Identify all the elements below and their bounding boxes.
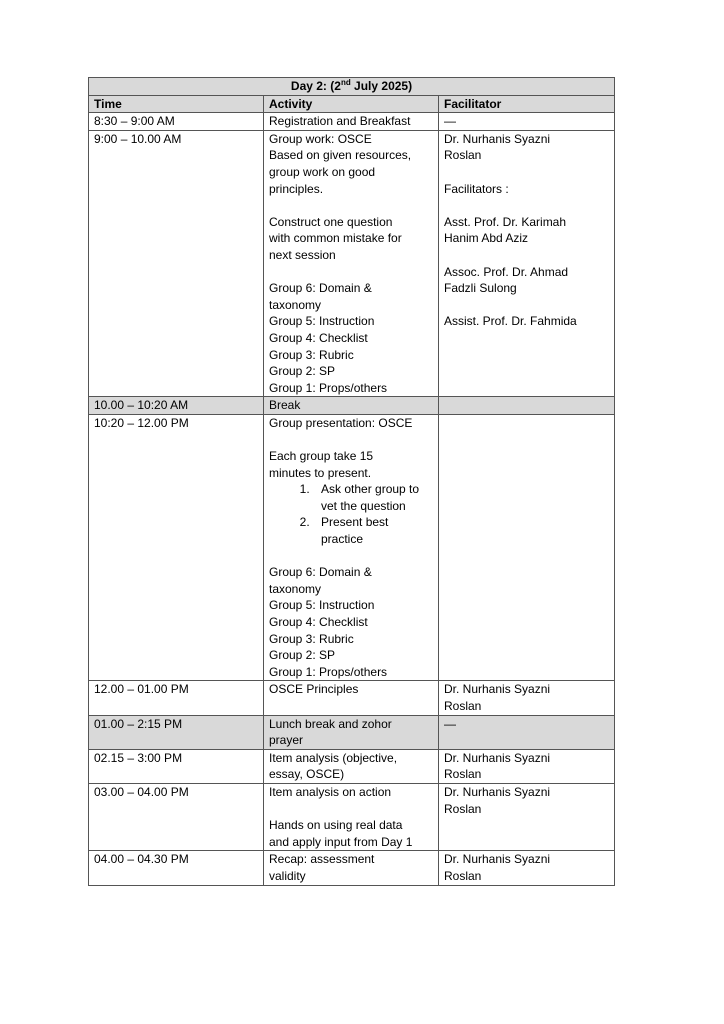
text-line: and apply input from Day 1 [269, 834, 413, 849]
text-line: Group 2: SP [269, 648, 336, 663]
text-line: Roslan [444, 698, 482, 713]
text-line: Lunch break and zohor [269, 716, 392, 731]
header-facilitator: Facilitator [439, 95, 615, 113]
facilitator-cell [439, 749, 615, 783]
text-line: Group 4: Checklist [269, 330, 368, 345]
table-row [89, 851, 615, 885]
table-row [89, 715, 615, 749]
text-line: Roslan [444, 148, 482, 163]
table-row [89, 113, 615, 131]
activity-cell [264, 851, 439, 885]
text-line: Dr. Nurhanis Syazni [444, 131, 551, 146]
line-gap [444, 197, 609, 214]
activity-intro [269, 415, 433, 481]
list-item: 2. Present best practice [313, 514, 433, 547]
facilitator-cell [439, 715, 615, 749]
table-row [89, 397, 615, 415]
title-suffix: July 2025) [350, 79, 413, 93]
text-line: Based on given resources, [269, 148, 412, 163]
activity-cell [264, 130, 439, 397]
text-line: Roslan [444, 801, 482, 816]
header-row [89, 95, 615, 113]
line-gap [269, 548, 433, 565]
table-row [89, 749, 615, 783]
activity-groups [269, 548, 433, 681]
time-cell: 03.00 – 04.00 PM [89, 783, 264, 850]
facilitator-cell [439, 130, 615, 397]
table-row [89, 130, 615, 397]
time-cell: 10:20 – 12.00 PM [89, 414, 264, 681]
text-line: Hands on using real data [269, 818, 403, 833]
table-row [89, 783, 615, 850]
line-gap [444, 297, 609, 314]
text-line: Construct one question [269, 214, 393, 229]
text-line: Dr. Nurhanis Syazni [444, 750, 551, 765]
text-line: Each group take 15 [269, 449, 374, 464]
activity-cell [264, 397, 439, 415]
text-line: Recap: assessment [269, 852, 375, 867]
header-time: Time [89, 95, 264, 113]
facilitator-cell [439, 681, 615, 715]
facilitator-cell [439, 783, 615, 850]
text-line: Group 2: SP [269, 364, 336, 379]
text-line: with common mistake for [269, 231, 402, 246]
activity-cell [264, 715, 439, 749]
activity-cell [264, 749, 439, 783]
table-title [89, 78, 615, 96]
text-line: Group 1: Props/others [269, 380, 388, 395]
text-line: taxonomy [269, 581, 322, 596]
line-gap [269, 264, 433, 281]
line-gap [269, 197, 433, 214]
text-line: taxonomy [269, 297, 322, 312]
facilitator-cell [439, 851, 615, 885]
time-cell: 10.00 – 10:20 AM [89, 397, 264, 415]
time-cell: 01.00 – 2:15 PM [89, 715, 264, 749]
title-prefix: Day 2: (2 [290, 79, 341, 93]
text-line: Group presentation: OSCE [269, 415, 413, 430]
text-line: Group 3: Rubric [269, 347, 354, 362]
text-line: Dr. Nurhanis Syazni [444, 852, 551, 867]
facilitator-cell [439, 397, 615, 415]
activity-step-list [269, 481, 433, 547]
header-activity: Activity [264, 95, 439, 113]
text-line: group work on good [269, 164, 376, 179]
text-line: Group 6: Domain & [269, 281, 372, 296]
activity-cell [264, 783, 439, 850]
text-line: Group 3: Rubric [269, 631, 354, 646]
text-line: Assist. Prof. Dr. Fahmida [444, 314, 577, 329]
line-gap [269, 801, 433, 818]
text-line: minutes to present. [269, 465, 372, 480]
time-cell: 02.15 – 3:00 PM [89, 749, 264, 783]
text-line: Hanim Abd Aziz [444, 231, 529, 246]
text-line: essay, OSCE) [269, 767, 345, 782]
text-line: Facilitators : [444, 181, 509, 196]
time-cell: 12.00 – 01.00 PM [89, 681, 264, 715]
text-line: Item analysis (objective, [269, 750, 398, 765]
text-line: Roslan [444, 868, 482, 883]
text-line: Dr. Nurhanis Syazni [444, 682, 551, 697]
line-gap [444, 247, 609, 264]
activity-cell [264, 414, 439, 681]
text-line: Assoc. Prof. Dr. Ahmad [444, 264, 569, 279]
line-gap [269, 431, 433, 448]
text-line: Item analysis on action [269, 784, 392, 799]
facilitator-cell [439, 414, 615, 681]
text-line: — [444, 114, 456, 129]
text-line: Dr. Nurhanis Syazni [444, 784, 551, 799]
text-line: Group 1: Props/others [269, 664, 388, 679]
line-gap [444, 164, 609, 181]
text-line: Roslan [444, 767, 482, 782]
text-line: Group work: OSCE [269, 131, 372, 146]
title-superscript: nd [340, 78, 351, 87]
activity-cell [264, 113, 439, 131]
text-line: next session [269, 247, 336, 262]
table-row [89, 414, 615, 681]
time-cell: 8:30 – 9:00 AM [89, 113, 264, 131]
text-line: Group 5: Instruction [269, 598, 375, 613]
text-line: Group 5: Instruction [269, 314, 375, 329]
text-line: Group 6: Domain & [269, 565, 372, 580]
text-line: principles. [269, 181, 324, 196]
text-line: Fadzli Sulong [444, 281, 517, 296]
table-row [89, 681, 615, 715]
text-line: Asst. Prof. Dr. Karimah [444, 214, 567, 229]
text-line: — [444, 716, 456, 731]
time-cell: 04.00 – 04.30 PM [89, 851, 264, 885]
text-line: validity [269, 868, 306, 883]
facilitator-cell [439, 113, 615, 131]
schedule-table [88, 77, 615, 886]
text-line: Registration and Breakfast [269, 114, 411, 129]
text-line: OSCE Principles [269, 682, 359, 697]
list-item: 1. Ask other group to vet the question [313, 481, 433, 514]
activity-cell [264, 681, 439, 715]
text-line: prayer [269, 733, 304, 748]
text-line: Group 4: Checklist [269, 615, 368, 629]
title-row [89, 78, 615, 96]
text-line: Break [269, 398, 301, 413]
time-cell: 9:00 – 10.00 AM [89, 130, 264, 397]
